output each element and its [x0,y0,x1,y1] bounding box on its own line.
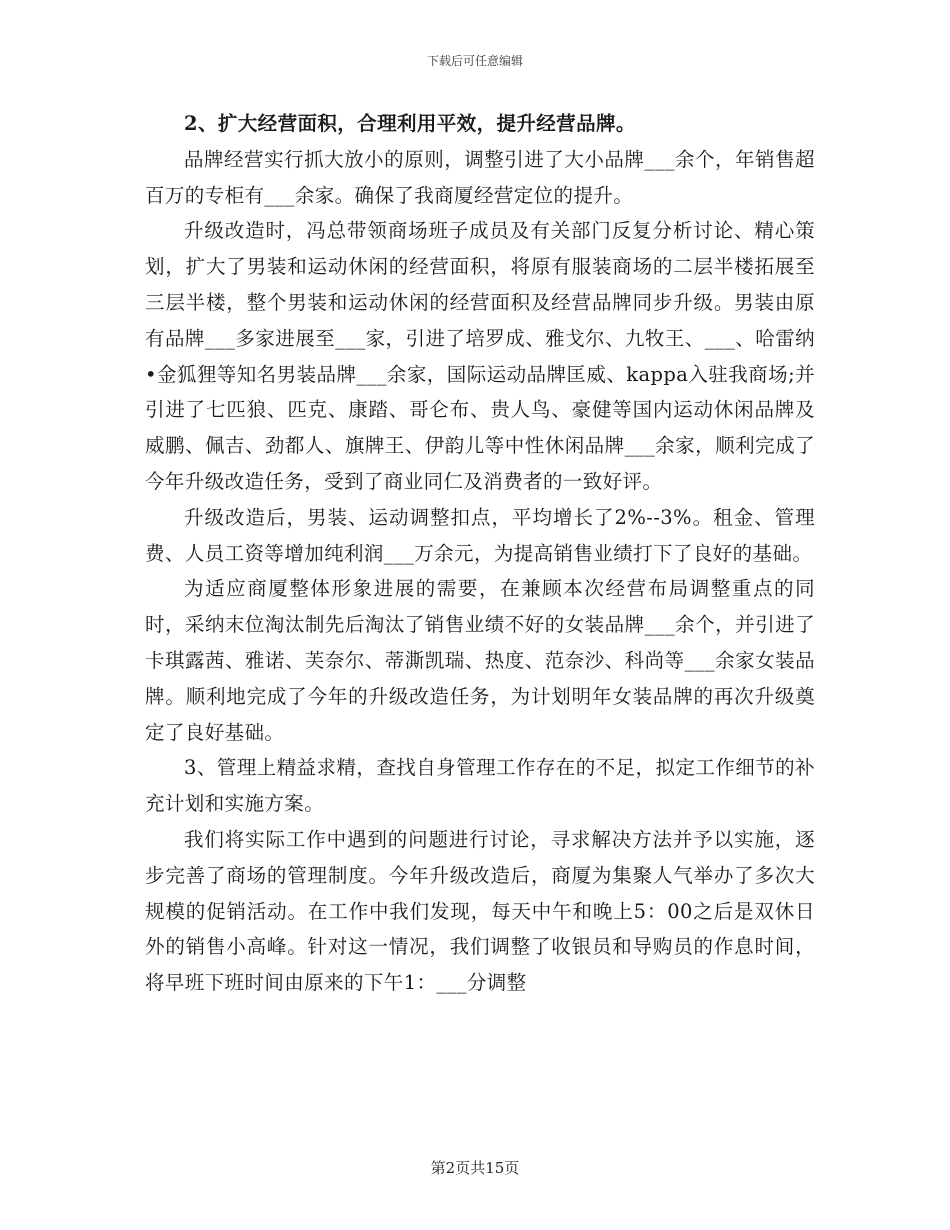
paragraph-profit-increase: 升级改造后，男装、运动调整扣点，平均增长了2%--3%。租金、管理费、人员工资等增加纯利润___万余元，为提高销售业绩打下了良好的基础。 [145,505,815,565]
paragraph-management-improvement: 我们将实际工作中遇到的问题进行讨论，寻求解决方法并予以实施，逐步完善了商场的管理制度。今年升级改造后，商厦为集聚人气举办了多次大规模的促销活动。在工作中我们发现，每天中午和晚上5：00之后是双休日外的销售小高峰。针对这一情况，我们调整了收银员和导购员的作息时间，将早班下班时间由原来的下午1：___分调整 [145,827,815,995]
section-heading-3: 3、管理上精益求精，查找自身管理工作存在的不足，拟定工作细节的补充计划和实施方案。 [145,756,815,816]
paragraph-brand-strategy: 品牌经营实行抓大放小的原则，调整引进了大小品牌___余个，年销售超百万的专柜有___余家。确保了我商厦经营定位的提升。 [145,147,815,207]
section-heading-2: 2、扩大经营面积，合理利用平效，提升经营品牌。 [184,112,636,135]
page-number: 第2页共15页 [430,1159,520,1177]
document-body [145,106,815,1001]
paragraph-womenswear-adjustment: 为适应商厦整体形象进展的需要，在兼顾本次经营布局调整重点的同时，采纳末位淘汰制先后淘汰了销售业绩不好的女装品牌___余个，并引进了卡琪露茜、雅诺、芙奈尔、蒂澌凯瑞、热度、范奈沙、科尚等___余家女装品牌。顺利地完成了今年的升级改造任务，为计划明年女装品牌的再次升级奠定了良好基础。 [145,577,815,744]
paragraph-menswear-upgrade: 升级改造时，冯总带领商场班子成员及有关部门反复分析讨论、精心策划，扩大了男装和运动休闲的经营面积，将原有服装商场的二层半楼拓展至三层半楼，整个男装和运动休闲的经营面积及经营品牌同步升级。男装由原有品牌___多家进展至___家，引进了培罗成、雅戈尔、九牧王、___、哈雷纳•金狐狸等知名男装品牌___余家，国际运动品牌匡威、kappa入驻我商场;并引进了七匹狼、匹克、康踏、哥仑布、贵人鸟、豪健等国内运动休闲品牌及威鹏、佩吉、劲都人、旗牌王、伊韵儿等中性休闲品牌___余家，顺利完成了今年升级改造任务，受到了商业同仁及消费者的一致好评。 [145,219,815,493]
page-header-note: 下载后可任意编辑 [426,54,523,68]
